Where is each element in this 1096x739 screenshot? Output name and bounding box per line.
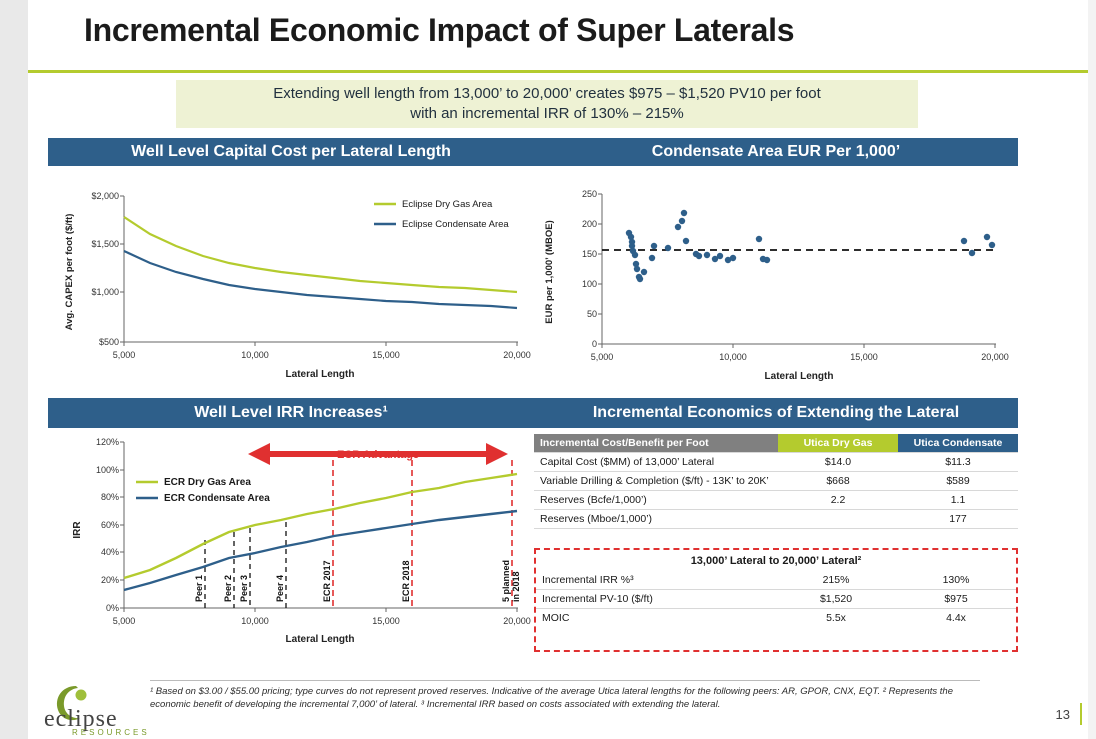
svg-text:0: 0	[591, 339, 597, 349]
subtitle-line-2: with an incremental IRR of 130% – 215%	[410, 105, 684, 122]
svg-text:$1,500: $1,500	[91, 239, 119, 249]
svg-text:100: 100	[581, 279, 597, 289]
svg-text:20,000: 20,000	[503, 616, 531, 626]
svg-text:$1,000: $1,000	[91, 287, 119, 297]
incremental-table	[536, 571, 1016, 627]
page-rule	[1080, 703, 1082, 725]
table-row	[534, 472, 1018, 491]
svg-text:ECR 2018: ECR 2018	[401, 560, 411, 602]
svg-text:Peer 2: Peer 2	[223, 574, 233, 602]
svg-text:120%: 120%	[95, 437, 119, 447]
econ-row-3-dry	[778, 510, 898, 529]
econ-table-header-row	[534, 434, 1018, 453]
chart-capex-svg	[48, 172, 534, 394]
svg-text:10,000: 10,000	[719, 352, 747, 362]
econ-col-label: Incremental Cost/Benefit per Foot	[534, 434, 778, 453]
svg-text:20,000: 20,000	[503, 350, 531, 360]
econ-row-0-label: Capital Cost ($MM) of 13,000’ Lateral	[534, 453, 778, 472]
svg-text:Lateral Length: Lateral Length	[764, 371, 834, 382]
page-title: Incremental Economic Impact of Super Laterals	[84, 12, 795, 48]
svg-text:ECR Advantage: ECR Advantage	[336, 449, 420, 461]
econ-row-0-cond: $11.3	[898, 453, 1018, 472]
inc-row-2-cond: 4.4x	[946, 612, 966, 624]
svg-text:80%: 80%	[100, 492, 119, 502]
table-row	[536, 609, 1016, 628]
panel-header-irr: Well Level IRR Increases¹	[48, 398, 534, 428]
svg-text:ECR 2017: ECR 2017	[322, 560, 332, 602]
inc-row-0-cond: 130%	[896, 571, 1016, 590]
logo-wordmark: eclipse	[44, 706, 118, 732]
panel-header-eur: Condensate Area EUR Per 1,000’	[534, 138, 1018, 166]
incremental-callout-title: 13,000’ Lateral to 20,000’ Lateral²	[690, 555, 862, 567]
svg-text:15,000: 15,000	[850, 352, 878, 362]
svg-text:Peer 1: Peer 1	[194, 574, 204, 602]
logo-subtext: RESOURCES	[72, 728, 150, 737]
svg-text:5,000: 5,000	[590, 352, 614, 362]
chart-irr	[48, 430, 534, 662]
econ-table-wrap	[534, 434, 1018, 529]
svg-text:40%: 40%	[100, 547, 119, 557]
table-row	[536, 590, 1016, 609]
left-rail	[0, 0, 28, 739]
svg-text:50: 50	[586, 309, 597, 319]
inc-row-1-cond: $975	[896, 590, 1016, 609]
chart-capex	[48, 172, 534, 394]
econ-col-dry: Utica Dry Gas	[778, 434, 898, 453]
svg-text:Eclipse Dry Gas Area: Eclipse Dry Gas Area	[402, 199, 493, 210]
svg-text:10,000: 10,000	[241, 616, 269, 626]
inc-row-0-dry: 215%	[776, 571, 896, 590]
svg-text:Peer 3: Peer 3	[239, 574, 249, 602]
econ-row-1-dry: $668	[778, 472, 898, 491]
svg-text:IRR: IRR	[72, 521, 83, 539]
footnote: ¹ Based on $3.00 / $55.00 pricing; type curves do not represent proved reserves. Indicative of the average Utica lateral lengths for the following peers: AR, GPOR, CNX, EQT. ² Represents the economic benefit of developing the incremental 7,000’ of lateral. ³ Incremental IRR based on costs associated with extending the lateral.	[150, 680, 980, 711]
svg-text:15,000: 15,000	[372, 350, 400, 360]
chart-eur-svg	[534, 172, 1018, 394]
chart-eur	[534, 172, 1018, 394]
svg-text:in 2018: in 2018	[511, 571, 521, 602]
svg-text:5,000: 5,000	[112, 616, 136, 626]
inc-row-1-dry: $1,520	[776, 590, 896, 609]
econ-row-3-label: Reserves (Mboe/1,000’)	[534, 510, 778, 529]
table-row	[534, 453, 1018, 472]
title-underline	[28, 70, 1088, 73]
chart-irr-svg	[48, 430, 534, 662]
svg-text:Eclipse Condensate Area: Eclipse Condensate Area	[402, 219, 509, 230]
svg-text:Avg. CAPEX per foot ($/ft): Avg. CAPEX per foot ($/ft)	[64, 213, 75, 331]
svg-text:ECR Condensate Area: ECR Condensate Area	[164, 493, 270, 504]
svg-text:Lateral Length: Lateral Length	[285, 369, 355, 380]
svg-text:$500: $500	[98, 337, 119, 347]
econ-row-1-label: Variable Drilling & Completion ($/ft) - 13K’ to 20K’	[534, 472, 778, 491]
svg-text:5,000: 5,000	[112, 350, 136, 360]
svg-text:200: 200	[581, 219, 597, 229]
svg-text:$2,000: $2,000	[91, 191, 119, 201]
econ-col-cond: Utica Condensate	[898, 434, 1018, 453]
panel-header-capex: Well Level Capital Cost per Lateral Length	[48, 138, 534, 166]
svg-text:20%: 20%	[100, 575, 119, 585]
title-band	[28, 0, 1088, 66]
subtitle-line-1: Extending well length from 13,000’ to 20,000’ creates $975 – $1,520 PV10 per foot	[273, 85, 821, 102]
svg-text:60%: 60%	[100, 520, 119, 530]
svg-text:10,000: 10,000	[241, 350, 269, 360]
svg-text:Lateral Length: Lateral Length	[285, 634, 355, 645]
page-number: 13	[1055, 707, 1070, 722]
svg-text:150: 150	[581, 249, 597, 259]
svg-text:ECR Dry Gas Area: ECR Dry Gas Area	[164, 477, 251, 488]
svg-text:EUR per 1,000’ (MBOE): EUR per 1,000’ (MBOE)	[544, 220, 555, 324]
inc-row-0-label: Incremental IRR %³	[536, 571, 776, 590]
econ-row-2-cond: 1.1	[898, 491, 1018, 510]
svg-text:Peer 4: Peer 4	[275, 574, 285, 602]
svg-text:20,000: 20,000	[981, 352, 1009, 362]
inc-row-1-label: Incremental PV-10 ($/ft)	[536, 590, 776, 609]
econ-row-0-dry: $14.0	[778, 453, 898, 472]
svg-text:0%: 0%	[105, 603, 119, 613]
panel-header-econ: Incremental Economics of Extending the Lateral	[534, 398, 1018, 428]
svg-text:15,000: 15,000	[372, 616, 400, 626]
inc-row-2-dry: 5.5x	[826, 612, 846, 624]
ecr-advantage-annotation	[248, 443, 508, 465]
econ-row-1-cond: $589	[898, 472, 1018, 491]
table-row	[534, 510, 1018, 529]
subtitle-callout	[176, 80, 918, 128]
table-row	[534, 491, 1018, 510]
econ-row-2-label: Reserves (Bcfe/1,000’)	[534, 491, 778, 510]
svg-text:100%: 100%	[95, 465, 119, 475]
right-rail	[1088, 0, 1096, 739]
svg-text:5 planned: 5 planned	[501, 559, 511, 602]
inc-row-2-label: MOIC	[542, 612, 570, 624]
econ-table	[534, 434, 1018, 529]
econ-row-2-dry: 2.2	[778, 491, 898, 510]
econ-row-3-cond: 177	[898, 510, 1018, 529]
svg-text:250: 250	[581, 189, 597, 199]
incremental-economics-callout	[534, 548, 1018, 652]
table-row	[536, 571, 1016, 590]
